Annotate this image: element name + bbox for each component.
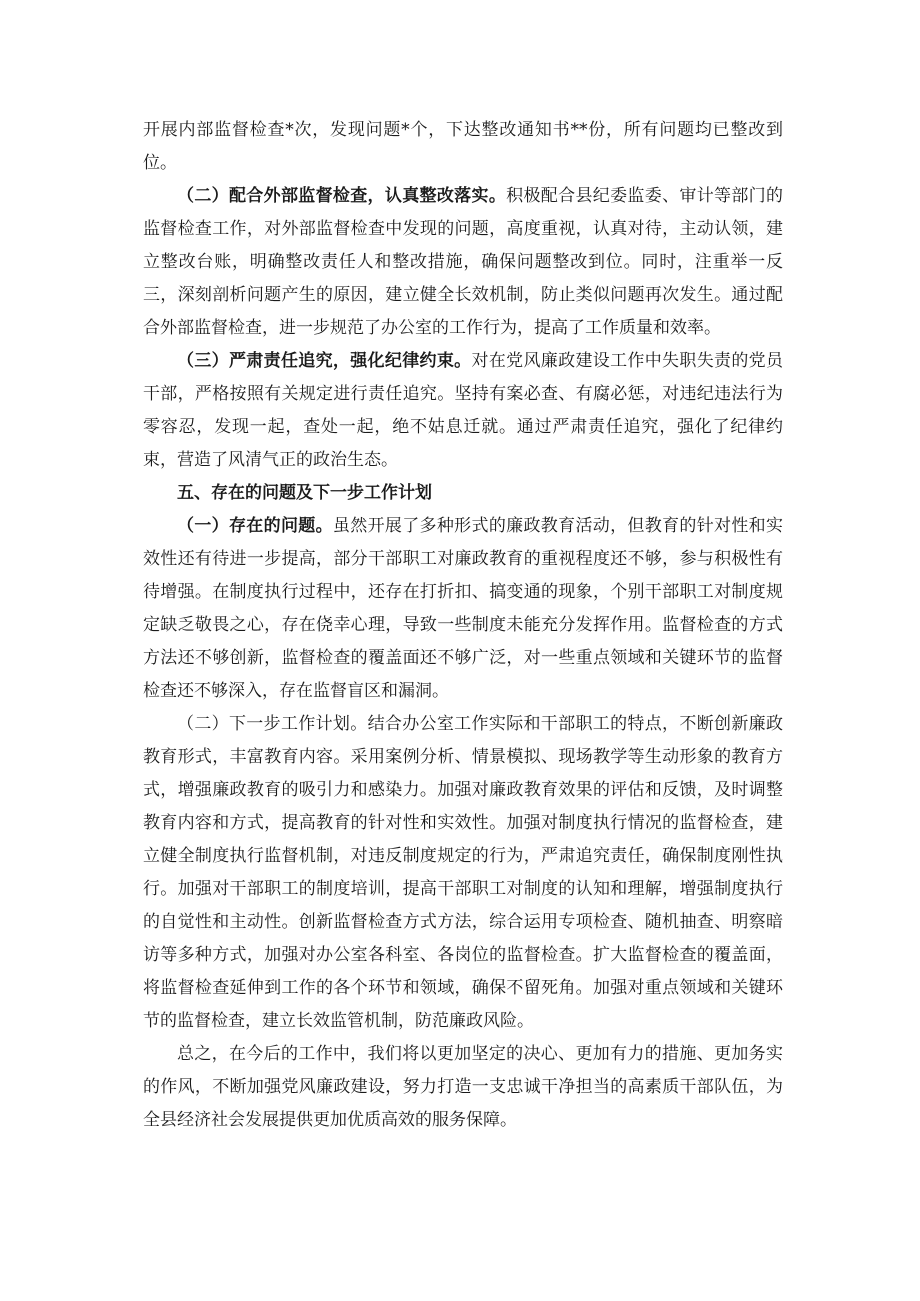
paragraph-problems bbox=[143, 510, 783, 708]
paragraph-text: 对在党风廉政建设工作中失职失责的党员干部，严格按照有关规定进行责任追究。坚持有案必查、有腐必惩，对违纪违法行为零容忍，发现一起，查处一起，绝不姑息迁就。通过严肃责任追究，强化了纪律约束，营造了风清气正的政治生态。 bbox=[143, 351, 783, 470]
paragraph-next-plan bbox=[143, 708, 783, 1038]
paragraph-lead: （二）配合外部监督检查，认真整改落实。 bbox=[177, 186, 507, 206]
paragraph-lead: （二）下一步工作计划。 bbox=[177, 714, 368, 734]
paragraph-continuation bbox=[143, 114, 783, 180]
paragraph-external-supervision bbox=[143, 180, 783, 345]
document-body bbox=[143, 114, 783, 1137]
paragraph-lead: （一）存在的问题。 bbox=[177, 516, 333, 536]
paragraph-conclusion: 总之，在今后的工作中，我们将以更加坚定的决心、更加有力的措施、更加务实的作风，不断加强党风廉政建设，努力打造一支忠诚干净担当的高素质干部队伍，为全县经济社会发展提供更加优质高效的服务保障。 bbox=[143, 1044, 783, 1130]
paragraph-text: 积极配合县纪委监委、审计等部门的监督检查工作，对外部监督检查中发现的问题，高度重视，认真对待，主动认领，建立整改台账，明确整改责任人和整改措施，确保问题整改到位。同时，注重举一反三，深刻剖析问题产生的原因，建立健全长效机制，防止类似问题再次发生。通过配合外部监督检查，进一步规范了办公室的工作行为，提高了工作质量和效率。 bbox=[143, 186, 784, 338]
paragraph-text: 结合办公室工作实际和干部职工的特点，不断创新廉政教育形式，丰富教育内容。采用案例分析、情景模拟、现场教学等生动形象的教育方式，增强廉政教育的吸引力和感染力。加强对廉政教育效果的评估和反馈，及时调整教育内容和方式，提高教育的针对性和实效性。加强对制度执行情况的监督检查，建立健全制度执行监督机制，对违反制度规定的行为，严肃追究责任，确保制度刚性执行。加强对干部职工的制度培训，提高干部职工对制度的认知和理解，增强制度执行的自觉性和主动性。创新监督检查方式方法，综合运用专项检查、随机抽查、明察暗访等多种方式，加强对办公室各科室、各岗位的监督检查。扩大监督检查的覆盖面，将监督检查延伸到工作的各个环节和领域，确保不留死角。加强对重点领域和关键环节的监督检查，建立长效监管机制，防范廉政风险。 bbox=[143, 714, 784, 1031]
paragraph-text: 虽然开展了多种形式的廉政教育活动，但教育的针对性和实效性还有待进一步提高，部分干部职工对廉政教育的重视程度还不够，参与积极性有待增强。在制度执行过程中，还存在打折扣、搞变通的现象，个别干部职工对制度规定缺乏敬畏之心，存在侥幸心理，导致一些制度未能充分发挥作用。监督检查的方式方法还不够创新，监督检查的覆盖面还不够广泛，对一些重点领域和关键环节的监督检查还不够深入，存在监督盲区和漏洞。 bbox=[143, 516, 784, 701]
section-heading: 五、存在的问题及下一步工作计划 bbox=[177, 483, 432, 503]
paragraph-lead: （三）严肃责任追究，强化纪律约束。 bbox=[177, 351, 472, 371]
paragraph-text: 开展内部监督检查*次，发现问题*个，下达整改通知书**份，所有问题均已整改到位。 bbox=[143, 120, 783, 173]
paragraph-accountability bbox=[143, 345, 783, 477]
